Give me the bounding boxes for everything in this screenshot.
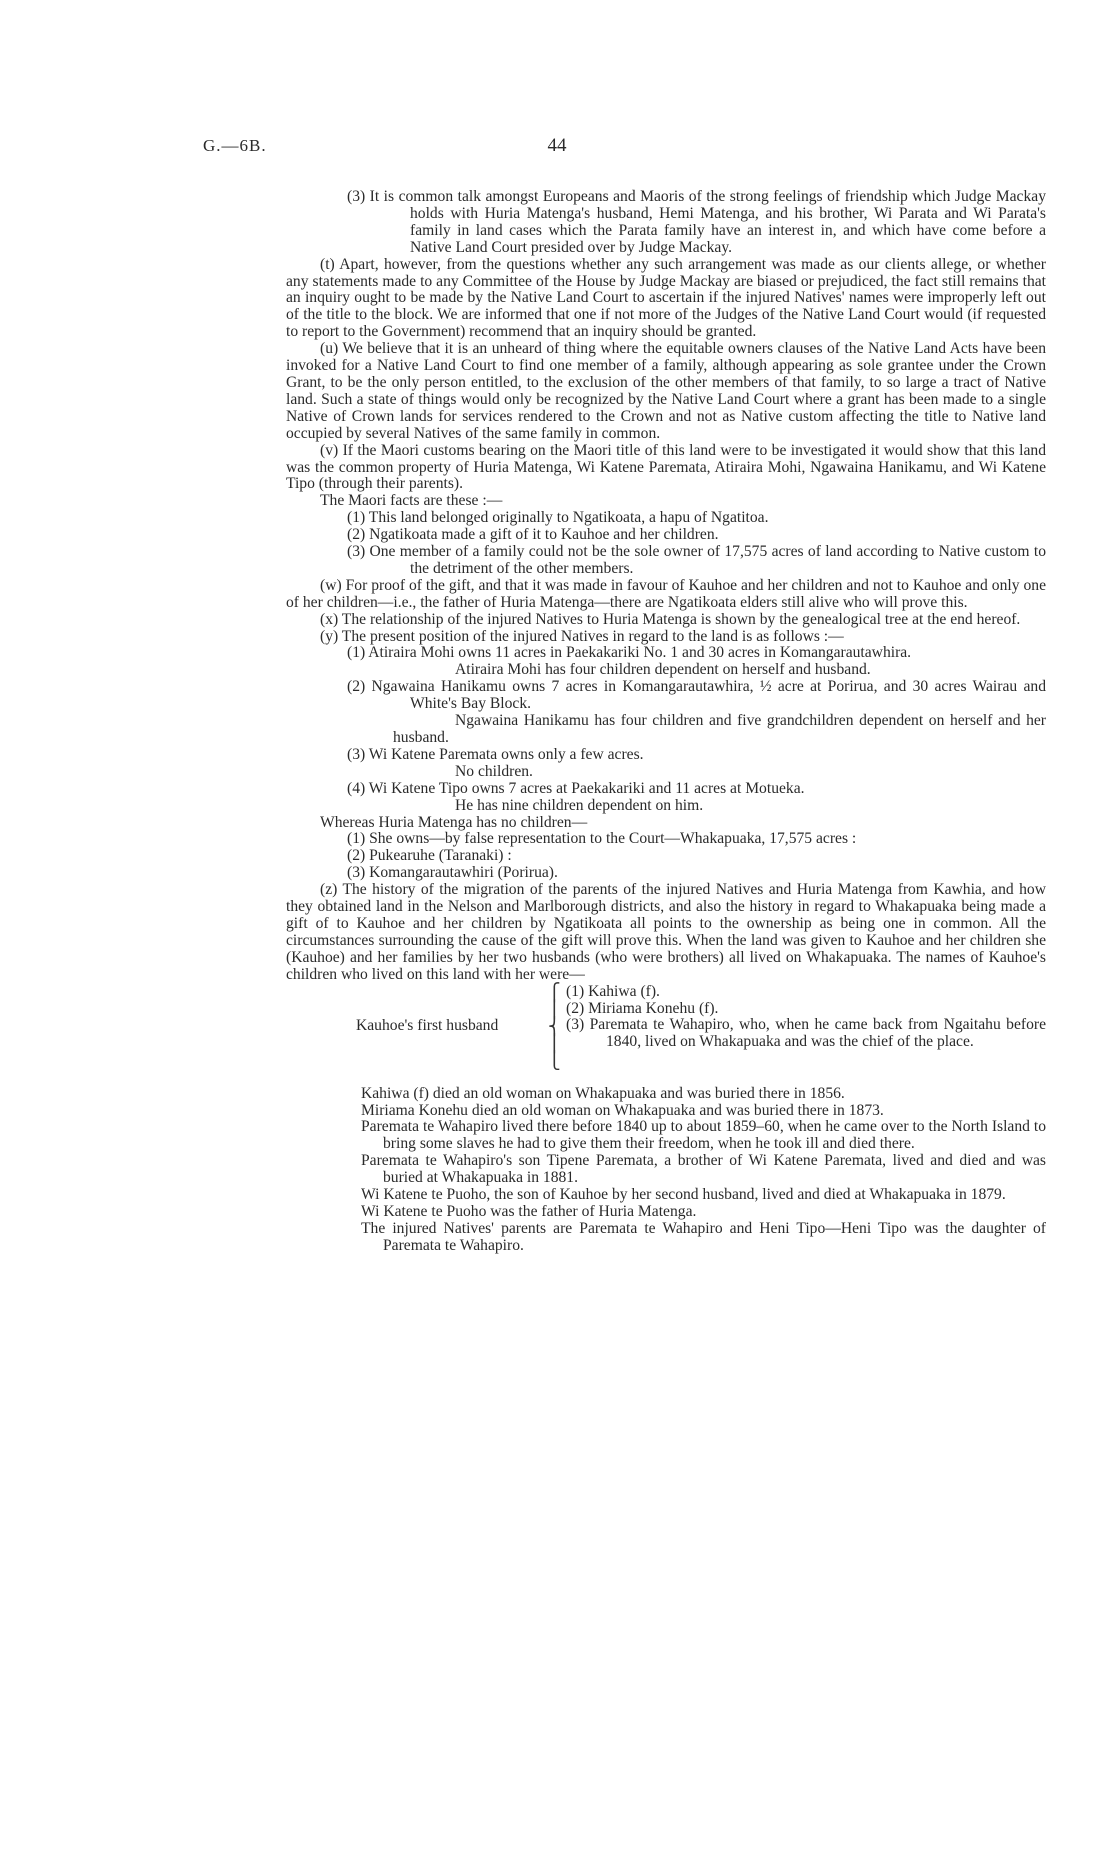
paragraph: No children. [455, 762, 533, 780]
paragraph: (3) Komangarautawhiri (Porirua). [347, 864, 558, 882]
paragraph: (2) Ngawaina Hanikamu owns 7 acres in Komangarautawhira, ½ acre at Porirua, and 30 acres Wairau and White's Bay Block. [347, 678, 1046, 713]
history-notes [286, 1086, 1046, 1255]
main-paragraphs [286, 189, 1046, 984]
history-line: Wi Katene te Puoho was the father of Huria Matenga. [361, 1202, 697, 1220]
paragraph: (z) The history of the migration of the parents of the injured Natives and Huria Matenga from Kawhia, and how they obtained land in the Nelson and Marlborough districts, and also the history in regard to Whakapuaka being made a gift of to Kauhoe and her children by Ngatikoata all points to the ownership as being one in common. All the circumstances surrounding the cause of the gift will prove this. When the land was given to Kauhoe and her children she (Kauhoe) and her families by her two husbands (who were brothers) all lived on Whakapuaka. The names of Kauhoe's children who lived on this land with her were— [286, 881, 1046, 983]
history-line: The injured Natives' parents are Paremata te Wahapiro and Heni Tipo—Heni Tipo was the daughter of Paremata te Wahapiro. [361, 1219, 1046, 1254]
paragraph: (1) She owns—by false representation to the Court—Whakapuaka, 17,575 acres : [347, 830, 857, 848]
history-line: Wi Katene te Puoho, the son of Kauhoe by her second husband, lived and died at Whakapuaka in 1879. [361, 1186, 1006, 1204]
history-line: Kahiwa (f) died an old woman on Whakapuaka and was buried there in 1856. [361, 1084, 845, 1102]
paragraph: Whereas Huria Matenga has no children— [320, 813, 588, 831]
paragraph: (3) Wi Katene Paremata owns only a few acres. [347, 745, 644, 763]
paragraph: (1) Atiraira Mohi owns 11 acres in Paekakariki No. 1 and 30 acres in Komangarautawhira. [347, 644, 912, 662]
child-item: (3) Paremata te Wahapiro, who, when he came back from Ngaitahu before 1840, lived on Whakapuaka and was the chief of the place. [566, 1016, 1046, 1051]
paragraph: (2) Ngatikoata made a gift of it to Kauhoe and her children. [347, 526, 719, 544]
paragraph: (v) If the Maori customs bearing on the Maori title of this land were to be investigated it would show that this land was the common property of Huria Matenga, Wi Katene Paremata, Atiraira Mohi, Ngawaina Hanikamu, and Wi Katene Tipo (through their parents). [286, 441, 1046, 493]
first-husband-children [286, 984, 1046, 1086]
paragraph: (t) Apart, however, from the questions whether any such arrangement was made as our clients allege, or whether any statements made to any Committee of the House by Judge Mackay are biased or prejudiced, the fact still remains that an inquiry ought to be made by the Native Land Court to ascertain if the injured Natives' names were improperly left out of the title to the block. We are informed that one if not more of the Judges of the Native Land Court would (if requested to report to the Government) recommend that an inquiry should be granted. [286, 255, 1046, 341]
paragraph: (y) The present position of the injured Natives in regard to the land is as follows :— [320, 627, 844, 645]
history-line: Miriama Konehu died an old woman on Whakapuaka and was buried there in 1873. [361, 1101, 884, 1119]
curly-brace: ⎧ ⎪ ⎨ ⎪ ⎩ [548, 982, 561, 1070]
paragraph: The Maori facts are these :— [320, 492, 503, 510]
child-item: (2) Miriama Konehu (f). [566, 999, 719, 1017]
page-body [286, 189, 1046, 1255]
page-number: 44 [547, 135, 567, 156]
first-husband-label: Kauhoe's first husband [356, 1016, 499, 1034]
history-line: Paremata te Wahapiro lived there before 1840 up to about 1859–60, when he came over to the North Island to bring some slaves he had to give them their freedom, when he took ill and died there. [361, 1118, 1046, 1153]
paragraph: (u) We believe that it is an unheard of thing where the equitable owners clauses of the Native Land Acts have been invoked for a Native Land Court to find one member of a family, although appearing as sole grantee under the Crown Grant, to be the only person entitled, to the exclusion of the other members of that family, to so large a tract of Native land. Such a state of things would only be recognized by the Native Land Court where a grant has been made to a single Native of Crown lands for services rendered to the Crown and not as Native custom affecting the title to Native land occupied by several Natives of the same family in common. [286, 340, 1046, 442]
paragraph: (x) The relationship of the injured Natives to Huria Matenga is shown by the genealogical tree at the end hereof. [320, 610, 1021, 628]
paragraph: (w) For proof of the gift, and that it was made in favour of Kauhoe and her children and not to Kauhoe and only one of her children—i.e., the father of Huria Matenga—there are Ngatikoata elders still alive who will prove this. [286, 576, 1046, 611]
paragraph: Ngawaina Hanikamu has four children and five grandchildren dependent on herself and her husband. [393, 712, 1046, 746]
paragraph: He has nine children dependent on him. [455, 796, 704, 814]
paragraph: (4) Wi Katene Tipo owns 7 acres at Paekakariki and 11 acres at Motueka. [347, 779, 805, 797]
history-line: Paremata te Wahapiro's son Tipene Paremata, a brother of Wi Katene Paremata, lived and died and was buried at Whakapuaka in 1881. [361, 1152, 1046, 1187]
paragraph: (1) This land belonged originally to Ngatikoata, a hapu of Ngatitoa. [347, 509, 769, 527]
paragraph: (3) One member of a family could not be the sole owner of 17,575 acres of land according to Native custom to the detriment of the other members. [347, 543, 1046, 577]
document-reference: G.—6B. [203, 136, 267, 155]
paragraph: (3) It is common talk amongst Europeans and Maoris of the strong feelings of friendship which Judge Mackay holds with Huria Matenga's husband, Hemi Matenga, and his brother, Wi Parata and Wi Parata's family in land cases which the Parata family have an interest in, and which have come before a Native Land Court presided over by Judge Mackay. [347, 188, 1046, 256]
children-list [566, 984, 1046, 1052]
paragraph: Atiraira Mohi has four children dependent on herself and husband. [455, 661, 871, 679]
child-item: (1) Kahiwa (f). [566, 982, 660, 1000]
paragraph: (2) Pukearuhe (Taranaki) : [347, 847, 512, 865]
